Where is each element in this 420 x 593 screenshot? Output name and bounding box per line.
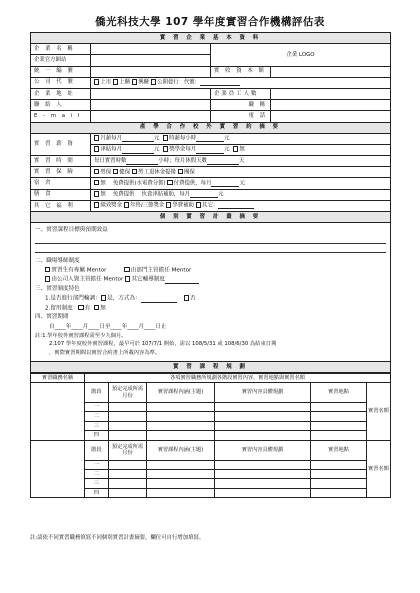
- salary-row-1: [91, 133, 391, 144]
- basic-info-table: [30, 32, 391, 373]
- time-unit: 小時；每月休假天數: [158, 157, 207, 164]
- q3b-yes-checkbox[interactable]: [78, 305, 83, 310]
- welfare-option-0: 績效獎金: [100, 202, 122, 209]
- content-cell[interactable]: [215, 403, 311, 412]
- hours-field[interactable]: [126, 160, 158, 165]
- scholarship-unit: 元: [224, 146, 230, 153]
- code-field[interactable]: [200, 81, 240, 86]
- hourly-field[interactable]: [196, 137, 224, 142]
- note-3: ，實際實習期間以實習合約書上所載內容為準。: [49, 350, 161, 357]
- stage-1: 一: [85, 460, 109, 469]
- tax-id-field[interactable]: [91, 66, 211, 77]
- insurance-option-1: 健保: [119, 169, 131, 176]
- topic-cell[interactable]: [147, 460, 215, 469]
- welfare-option-2: 學費補助: [172, 202, 194, 209]
- code-label: 代號：: [183, 79, 201, 86]
- welfare-checkbox-1[interactable]: [124, 202, 129, 207]
- lodging-row: [91, 178, 391, 189]
- stage-3: 三: [85, 479, 109, 488]
- col-location: 實習地點: [311, 383, 367, 403]
- listing-checkbox-0[interactable]: [94, 79, 99, 84]
- q2b-label: 由部門主管擔任 Mentor: [130, 267, 192, 274]
- stage-3: 三: [85, 421, 109, 430]
- lodging-options: 無 免費提供(水電費分擔): [100, 180, 166, 187]
- email-field[interactable]: [91, 111, 211, 122]
- welfare-option-3: 其它：: [202, 202, 219, 209]
- q3b-row: [35, 305, 386, 312]
- insurance-checkbox-3[interactable]: [178, 169, 183, 174]
- q2b-checkbox[interactable]: [124, 267, 129, 272]
- time-label: 實 習 時 間: [31, 156, 91, 167]
- salary-monthly-checkbox[interactable]: [94, 135, 99, 140]
- contact-label: 聯 絡 人: [31, 100, 91, 111]
- months-cell[interactable]: [109, 412, 147, 421]
- topic-cell[interactable]: [147, 421, 215, 430]
- col-months: 預定完成所需月份: [109, 383, 147, 403]
- form-frame: [30, 32, 390, 498]
- welfare-option-1: 年終/三節獎金: [130, 202, 165, 209]
- q4-heading: 四、實習期間: [35, 314, 69, 321]
- none-option: 無: [239, 146, 245, 153]
- meal-unit: 元: [218, 191, 224, 198]
- contact-field[interactable]: [91, 100, 211, 111]
- meal-fee-field[interactable]: [190, 193, 218, 198]
- q3a-row: [35, 295, 386, 302]
- note-1: 註:1.學年校外實習課程需至少九個月。: [35, 332, 127, 339]
- insurance-checkbox-1[interactable]: [113, 169, 118, 174]
- desc-header: 各項實習職務所規劃各階段實習內容、實習地點與實習名額: [85, 373, 391, 382]
- q3a-method-field[interactable]: [141, 298, 177, 303]
- time-unit2: 天: [238, 157, 245, 164]
- listing-option-3: 公開發行: [157, 79, 179, 86]
- q2-row-1: [35, 267, 386, 274]
- months-cell[interactable]: [109, 488, 147, 497]
- employees-label: 企業員工人數: [211, 88, 271, 99]
- dept-header: 實習職務名稱: [31, 373, 85, 382]
- topic-cell[interactable]: [147, 479, 215, 488]
- scholarship-field[interactable]: [196, 149, 224, 154]
- lodging-label: 宿 舍: [31, 178, 91, 189]
- content-cell[interactable]: [215, 488, 311, 497]
- stage-4: 四: [85, 488, 109, 497]
- lodging-checkbox[interactable]: [94, 180, 99, 185]
- listing-checkbox-1[interactable]: [113, 79, 118, 84]
- section-basic-header: 實 習 企 業 基 本 資 料: [31, 33, 391, 44]
- q3b-yes-label: 有: [84, 305, 91, 312]
- allowance: 津貼每月: [100, 146, 122, 153]
- company-code-field: [91, 77, 391, 88]
- website-field[interactable]: [91, 55, 211, 66]
- meal-options: 無 免費提供 伙食津貼補助，每月: [100, 191, 191, 198]
- topic-cell[interactable]: [147, 412, 215, 421]
- content-cell[interactable]: [215, 431, 311, 440]
- col-stage: 階段: [85, 383, 109, 403]
- content-cell[interactable]: [215, 421, 311, 430]
- hourly: 時薪每小時: [169, 135, 197, 142]
- scholarship: 獎學金每月: [169, 146, 197, 153]
- welfare-checkbox-0[interactable]: [94, 202, 99, 207]
- welfare-checkbox-3[interactable]: [196, 202, 201, 207]
- stage-2: 二: [85, 412, 109, 421]
- address-label: 企 業 地 址: [31, 88, 91, 99]
- q3b-label: 2.留用制度：: [45, 305, 79, 312]
- welfare-other-field[interactable]: [218, 204, 254, 209]
- insurance-option-0: 勞保: [100, 169, 112, 176]
- col-content: 實習內容具體規劃: [215, 383, 311, 403]
- location-cell[interactable]: [311, 403, 367, 412]
- location-cell[interactable]: [311, 412, 367, 421]
- scholarship-checkbox[interactable]: [163, 146, 168, 151]
- none-checkbox[interactable]: [233, 146, 238, 151]
- job-title-cell-2[interactable]: [31, 440, 85, 498]
- topic-cell[interactable]: [147, 488, 215, 497]
- meal-label: 膳 食: [31, 189, 91, 200]
- q1-line-2[interactable]: [35, 246, 386, 253]
- q2c-checkbox[interactable]: [45, 276, 50, 281]
- col-stage: 階段: [85, 440, 109, 460]
- months-cell[interactable]: [109, 403, 147, 412]
- col-content: 實習內容具體規劃: [215, 440, 311, 460]
- topic-cell[interactable]: [147, 470, 215, 479]
- course-plan-table: [30, 373, 391, 499]
- topic-cell[interactable]: [147, 431, 215, 440]
- section-individual-header: 個 別 實 習 計 畫 摘 要: [31, 212, 391, 223]
- listing-option-2: 興櫃: [138, 79, 149, 86]
- q3b-no-checkbox[interactable]: [94, 305, 99, 310]
- q1-heading: 一、實習課程目標與預期效益: [35, 227, 108, 234]
- q3a-no-label: 否: [190, 295, 196, 302]
- listing-checkbox-3[interactable]: [151, 79, 156, 84]
- position-label: 職 稱: [211, 100, 271, 111]
- q3-heading: 三、實習制度特色: [35, 286, 80, 293]
- q3a-yes-label: 是，方式為：: [107, 295, 141, 302]
- topic-cell[interactable]: [147, 403, 215, 412]
- time-row: [91, 156, 391, 167]
- welfare-checkbox-2[interactable]: [166, 202, 171, 207]
- time-text: 每日實習時數: [94, 157, 127, 164]
- q1-line-1[interactable]: [35, 237, 386, 244]
- q2a-label: 實習生有專屬 Mentor: [51, 267, 107, 274]
- address-field[interactable]: [91, 88, 211, 99]
- insurance-label: 實 習 保 險: [31, 167, 91, 178]
- company-logo-field[interactable]: [211, 44, 391, 66]
- location-cell[interactable]: [311, 431, 367, 440]
- footnote: 註:請依不同實習職務填寫不同個別實習計畫摘要，欄位可自行增加填寫。: [30, 535, 205, 541]
- stage-2: 二: [85, 470, 109, 479]
- email-label: E - m a i l: [31, 111, 91, 122]
- salary-monthly-unit: 元: [153, 135, 160, 142]
- col-topic: 實習課程內涵(主題): [147, 440, 215, 460]
- note-2: 2.107 學年度校外實習課程，最早可於 107/7/1 開始，需以 108/5/31 或 108/6/30 為結束日期: [49, 341, 277, 348]
- content-cell[interactable]: [215, 460, 311, 469]
- allowance-unit: 元: [153, 146, 160, 153]
- hourly-checkbox[interactable]: [163, 135, 168, 140]
- section-course-header: 實 習 課 程 規 劃: [31, 362, 391, 373]
- salary-label: 實 習 薪 資: [31, 133, 91, 155]
- phone-label: 電 話: [211, 111, 271, 122]
- content-cell[interactable]: [215, 412, 311, 421]
- months-cell[interactable]: [109, 470, 147, 479]
- lodging-fee-field[interactable]: [211, 182, 239, 187]
- col-quota: 實習名額: [367, 383, 391, 441]
- listing-option-0: 上市: [100, 79, 112, 86]
- stage-4: 四: [85, 431, 109, 440]
- q2c-label: 由公司人資主管擔任 Mentor: [51, 276, 124, 283]
- lodging-paid: 付費提供，每月: [173, 180, 212, 187]
- col-topic: 實習課程內涵(主題): [147, 383, 215, 403]
- salary-monthly-field[interactable]: [122, 137, 154, 142]
- q4-period[interactable]: 自____年____月____日至____年____月____日止: [49, 323, 167, 330]
- job-title-cell-1[interactable]: [31, 383, 85, 441]
- q2-row-2: [35, 276, 386, 283]
- stage-1: 一: [85, 403, 109, 412]
- meal-checkbox[interactable]: [94, 191, 99, 196]
- q2d-checkbox[interactable]: [125, 276, 130, 281]
- months-cell[interactable]: [109, 479, 147, 488]
- content-cell[interactable]: [215, 470, 311, 479]
- salary-monthly: 月薪每月: [100, 135, 122, 142]
- meal-row: [91, 189, 391, 200]
- location-cell[interactable]: [311, 460, 367, 469]
- welfare-label: 其 它 福 利: [31, 200, 91, 211]
- content-cell[interactable]: [215, 479, 311, 488]
- employees-field[interactable]: [271, 88, 391, 99]
- capital-label: 實 收 資 本 額: [211, 66, 271, 77]
- section-plan-header: 產 學 合 作 校 外 實 習 約 摘 要: [31, 122, 391, 133]
- location-cell[interactable]: [311, 470, 367, 479]
- insurance-row: [91, 167, 391, 178]
- col-months: 預定完成所需月份: [109, 440, 147, 460]
- phone-field[interactable]: [271, 111, 391, 122]
- insurance-option-2: 勞工退休金提撥: [138, 169, 176, 176]
- months-cell[interactable]: [109, 421, 147, 430]
- form-title: 僑光科技大學 107 學年度實習合作機構評估表: [95, 16, 325, 28]
- months-cell[interactable]: [109, 460, 147, 469]
- hourly-unit: 元: [224, 135, 230, 142]
- q2d-field[interactable]: [165, 279, 199, 284]
- col-location: 實習地點: [311, 440, 367, 460]
- q3b-no-label: 無: [100, 305, 106, 312]
- company-name-field[interactable]: [91, 44, 211, 55]
- insurance-checkbox-0[interactable]: [94, 169, 99, 174]
- lodging-paid-checkbox[interactable]: [167, 180, 172, 185]
- tax-id-label: 統 一 編 號: [31, 66, 91, 77]
- location-cell[interactable]: [311, 488, 367, 497]
- individual-plan-body: [31, 223, 391, 362]
- col-quota: 實習名額: [367, 440, 391, 498]
- company-name-label: 企 業 名 稱: [31, 44, 91, 55]
- q2d-label: 其它輔導制度: [131, 276, 165, 283]
- q3a-label: 1.是否進行部門輪調：: [45, 295, 101, 302]
- insurance-checkbox-2[interactable]: [132, 169, 137, 174]
- q2-heading: 二、職場導師制度: [35, 257, 80, 264]
- allowance-checkbox[interactable]: [94, 146, 99, 151]
- listing-checkbox-2[interactable]: [132, 79, 137, 84]
- q2a-checkbox[interactable]: [45, 267, 50, 272]
- listing-option-1: 上櫃: [119, 79, 131, 86]
- position-field[interactable]: [271, 100, 391, 111]
- company-code-label: 公 司 代 號: [31, 77, 91, 88]
- capital-field[interactable]: [271, 66, 391, 77]
- location-cell[interactable]: [311, 421, 367, 430]
- days-off-field[interactable]: [207, 160, 239, 165]
- salary-row-2: [91, 144, 391, 155]
- q3a-no-checkbox[interactable]: [184, 295, 189, 300]
- welfare-row: [91, 200, 391, 211]
- location-cell[interactable]: [311, 479, 367, 488]
- lodging-unit: 元: [239, 180, 245, 187]
- months-cell[interactable]: [109, 431, 147, 440]
- allowance-field[interactable]: [122, 149, 154, 154]
- logo-label: 企業 LOGO: [286, 51, 315, 58]
- insurance-option-3: 團保: [184, 169, 195, 176]
- website-label: 企業官方網站: [31, 55, 91, 66]
- q3a-yes-checkbox[interactable]: [101, 295, 106, 300]
